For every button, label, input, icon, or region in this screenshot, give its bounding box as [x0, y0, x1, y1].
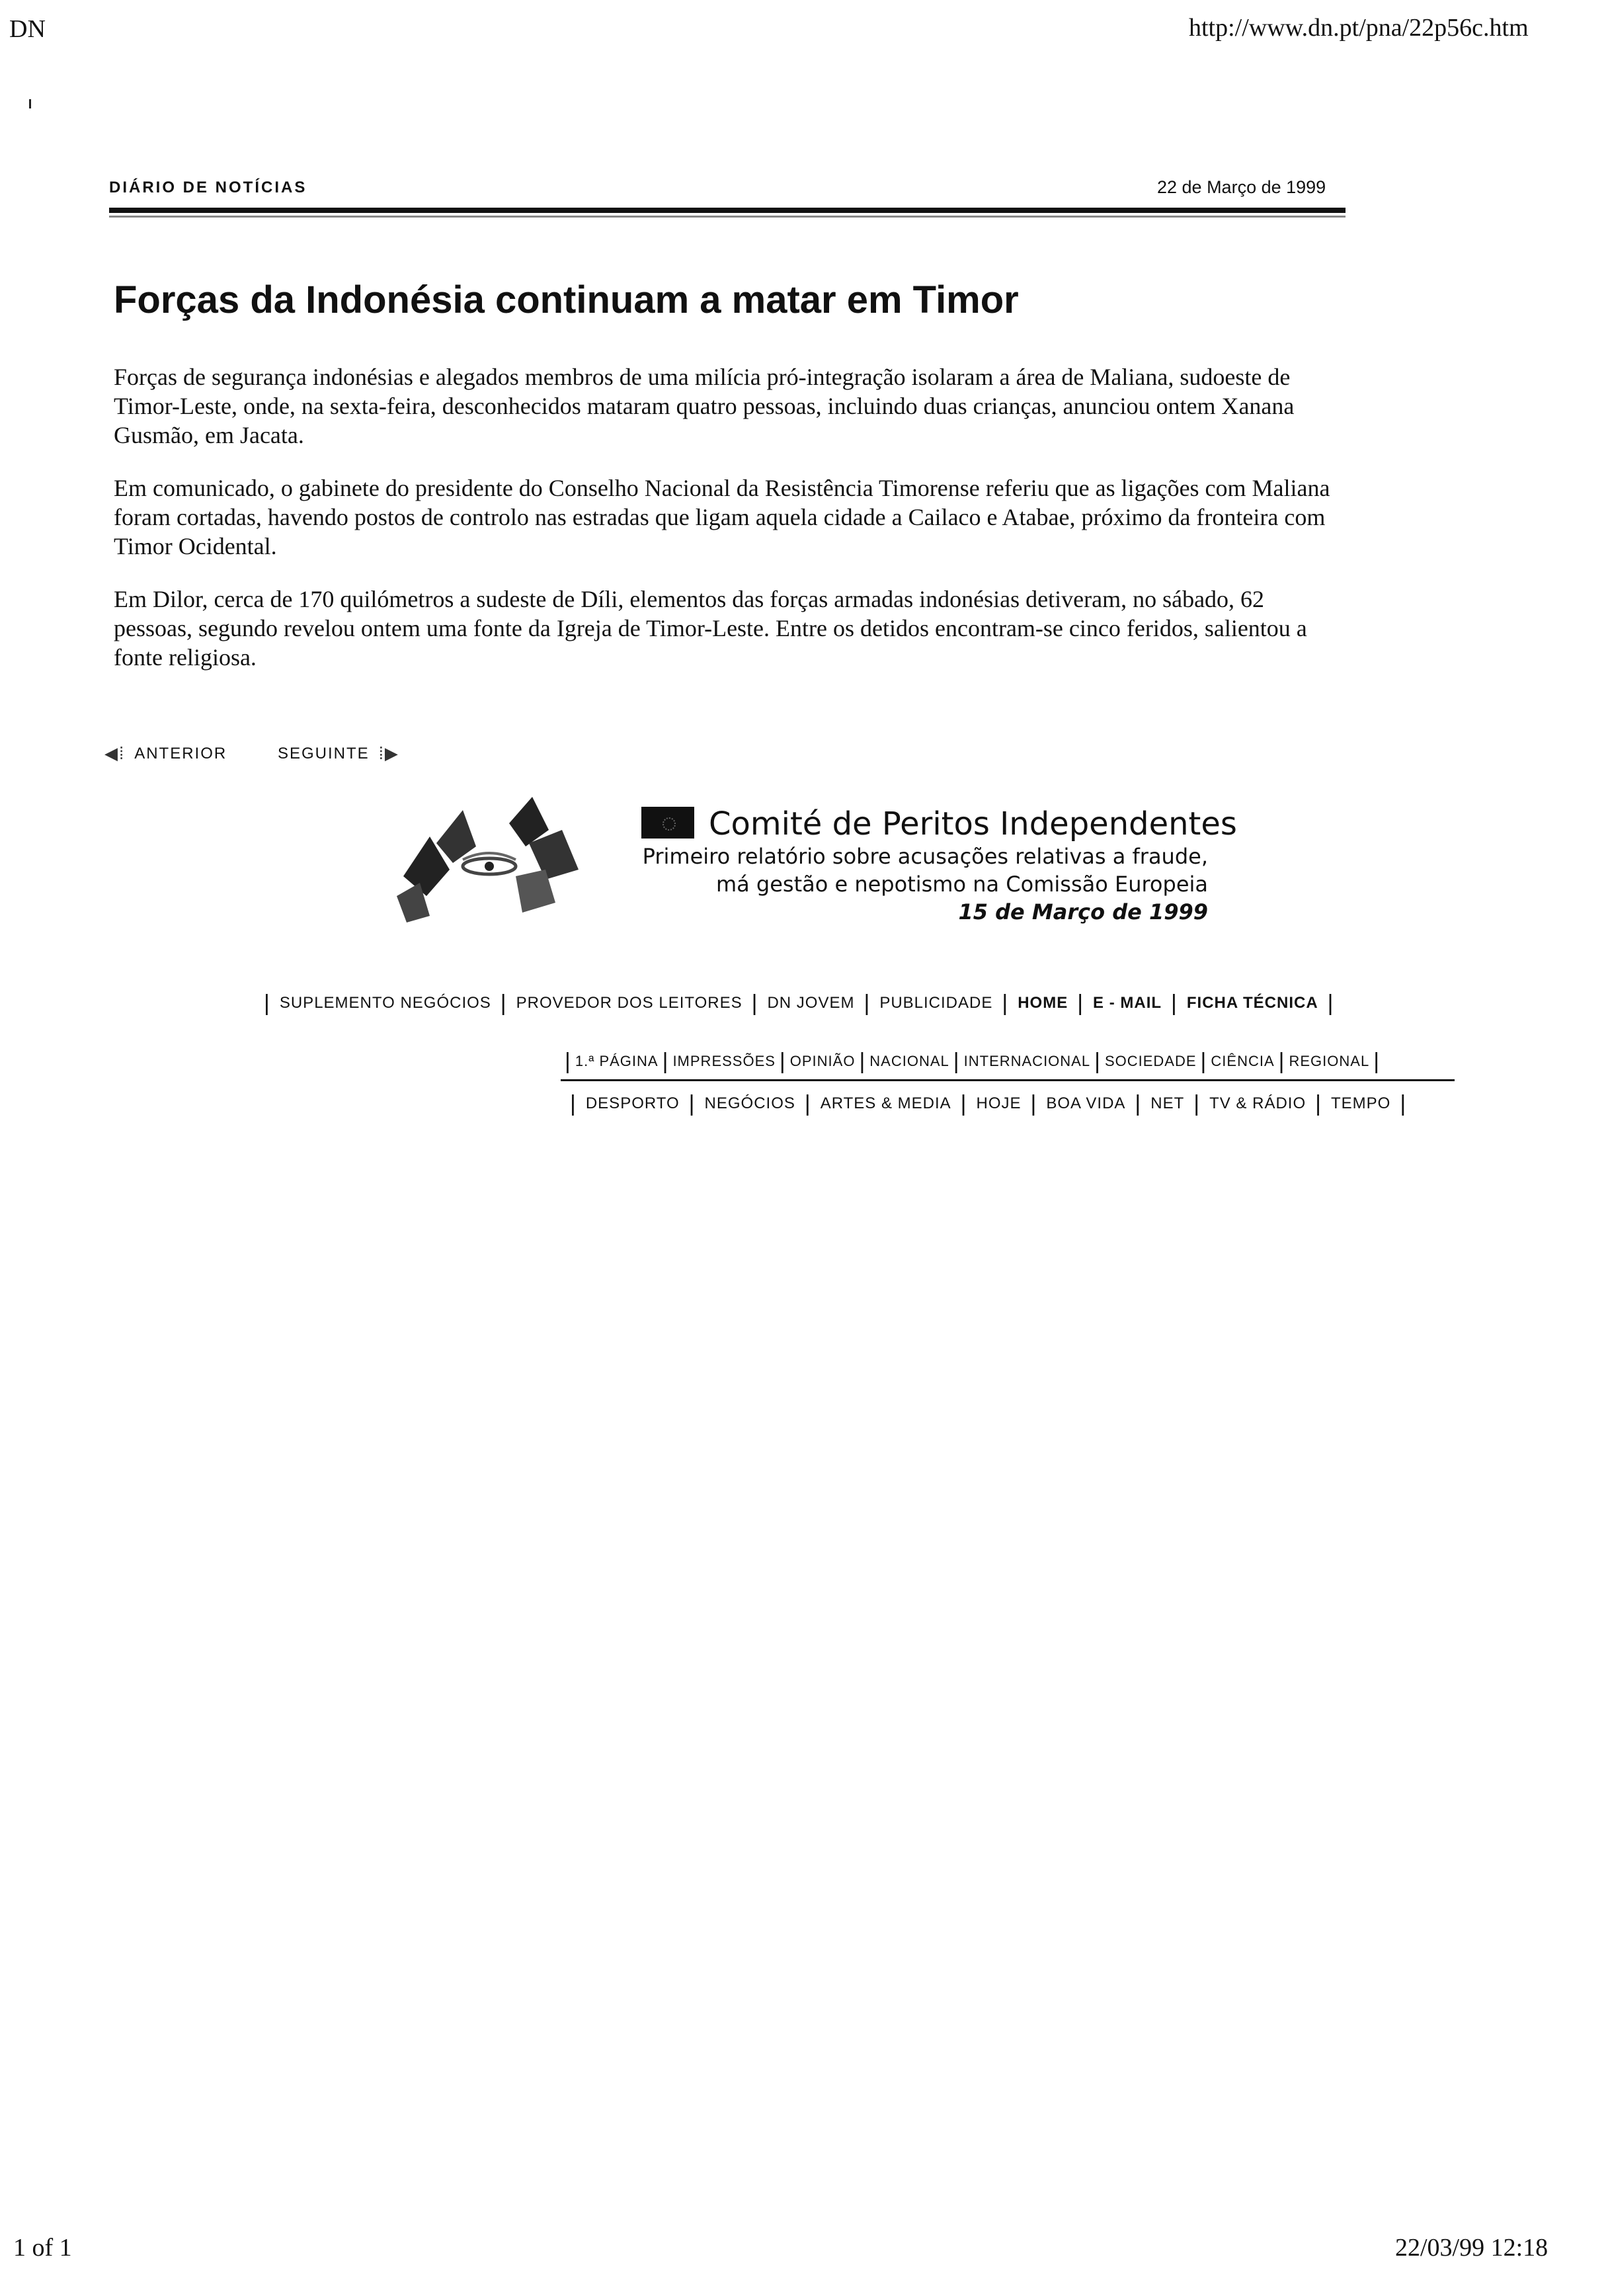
menu-email[interactable]: E - MAIL: [1093, 994, 1162, 1012]
banner-title[interactable]: Comité de Peritos Independentes: [709, 805, 1237, 842]
article-paragraph: Em comunicado, o gabinete do presidente do Conselho Nacional da Resistência Timorense referiu que as ligações com Maliana foram cortadas, havendo postos de controlo nas estradas que ligam aquela cidade a Cailaco e Atabae, próximo da fronteira com Timor Ocidental.: [114, 475, 1330, 559]
menu-suplemento-negocios[interactable]: SUPLEMENTO NEGÓCIOS: [279, 994, 491, 1012]
article-body: [114, 362, 1330, 696]
arrow-right-icon: ⁞▶: [378, 743, 399, 763]
print-datetime: 22/03/99 12:18: [1395, 2234, 1548, 2262]
menu-boa-vida[interactable]: BOA VIDA: [1046, 1094, 1126, 1112]
menu-desporto[interactable]: DESPORTO: [585, 1094, 680, 1112]
next-label: SEGUINTE: [278, 744, 370, 762]
menu-sociedade[interactable]: SOCIEDADE: [1104, 1053, 1197, 1069]
menu-artes-media[interactable]: ARTES & MEDIA: [820, 1094, 951, 1112]
article-headline: Forças da Indonésia continuam a matar em Timor: [114, 278, 1019, 321]
footer-menu-sections: | 1.ª PÁGINA | IMPRESSÕES | OPINIÃO | NACIONAL | INTERNACIONAL | SOCIEDADE | CIÊNCIA | REGIONAL |: [565, 1049, 1381, 1074]
menu-impressoes[interactable]: IMPRESSÕES: [672, 1053, 776, 1069]
menu-internacional[interactable]: INTERNACIONAL: [963, 1053, 1091, 1069]
print-mark: [29, 99, 31, 108]
next-link[interactable]: [278, 743, 399, 764]
menu-dn-jovem[interactable]: DN JOVEM: [767, 994, 855, 1012]
masthead-divider: [109, 208, 1346, 213]
banner-subtitle-line1: Primeiro relatório sobre acusações relativas a fraude,: [642, 844, 1208, 869]
menu-home[interactable]: HOME: [1018, 994, 1068, 1012]
previous-label: ANTERIOR: [134, 744, 227, 762]
menu-provedor-leitores[interactable]: PROVEDOR DOS LEITORES: [516, 994, 743, 1012]
menu-net[interactable]: NET: [1150, 1094, 1185, 1112]
banner-subtitle-line2: má gestão e nepotismo na Comissão Europeia: [715, 872, 1208, 897]
menu-ciencia[interactable]: CIÊNCIA: [1211, 1053, 1275, 1069]
arrow-left-icon: ◀⁞: [104, 743, 126, 763]
masthead-logo: DIÁRIO DE NOTÍCIAS: [109, 179, 307, 196]
masthead-date: 22 de Março de 1999: [1157, 177, 1326, 197]
banner-illustration[interactable]: [390, 797, 588, 929]
menu-divider: [561, 1079, 1455, 1081]
eu-flag-icon: [641, 807, 694, 839]
print-header-mark: DN: [9, 15, 46, 43]
menu-hoje[interactable]: HOJE: [976, 1094, 1022, 1112]
menu-nacional[interactable]: NACIONAL: [869, 1053, 949, 1069]
menu-tempo[interactable]: TEMPO: [1330, 1094, 1391, 1112]
previous-link[interactable]: [104, 743, 227, 764]
print-page-number: 1 of 1: [13, 2234, 72, 2262]
menu-negocios[interactable]: NEGÓCIOS: [704, 1094, 795, 1112]
article-paragraph: Em Dilor, cerca de 170 quilómetros a sudeste de Díli, elementos das forças armadas indonésias detiveram, no sábado, 62 pessoas, segundo revelou ontem uma fonte da Igreja de Timor-Leste. Entre os detidos encontram-se cinco feridos, salientou a fonte religiosa.: [114, 586, 1307, 671]
print-header-url: http://www.dn.pt/pna/22p56c.htm: [1189, 14, 1529, 42]
footer-menu-sections-2: | DESPORTO | NEGÓCIOS | ARTES & MEDIA | HOJE | BOA VIDA | NET | TV & RÁDIO | TEMPO |: [570, 1091, 1407, 1116]
menu-tv-radio[interactable]: TV & RÁDIO: [1209, 1094, 1306, 1112]
footer-menu-main: | SUPLEMENTO NEGÓCIOS | PROVEDOR DOS LEITORES | DN JOVEM | PUBLICIDADE | HOME | E - MAIL | FICHA TÉCNICA |: [264, 991, 1334, 1016]
menu-publicidade[interactable]: PUBLICIDADE: [879, 994, 993, 1012]
menu-regional[interactable]: REGIONAL: [1289, 1053, 1370, 1069]
masthead-divider-shadow: [109, 216, 1346, 218]
menu-primeira-pagina[interactable]: 1.ª PÁGINA: [575, 1053, 659, 1069]
menu-opiniao[interactable]: OPINIÃO: [789, 1053, 856, 1069]
menu-ficha-tecnica[interactable]: FICHA TÉCNICA: [1186, 994, 1318, 1012]
article-paragraph: Forças de segurança indonésias e alegados membros de uma milícia pró-integração isolaram a área de Maliana, sudoeste de Timor-Leste, onde, na sexta-feira, desconhecidos mataram quatro pessoas, incluindo duas crianças, anunciou ontem Xanana Gusmão, em Jacata.: [114, 364, 1295, 448]
banner-date: 15 de Março de 1999: [958, 899, 1208, 924]
